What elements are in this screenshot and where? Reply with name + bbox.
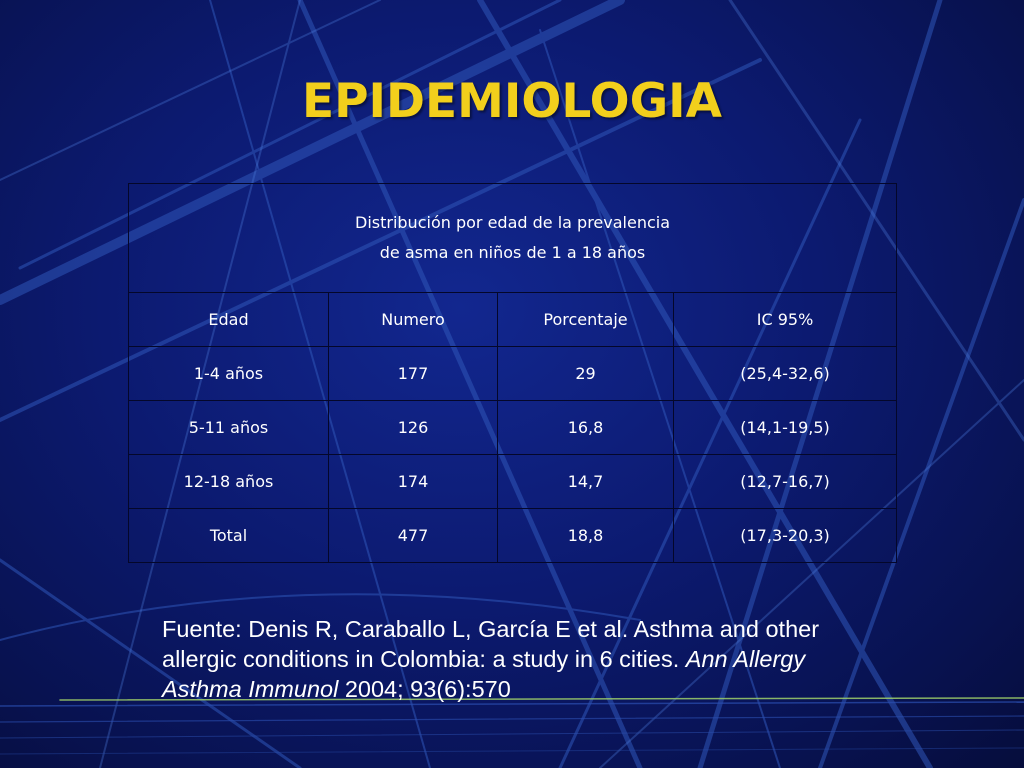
column-header-ic95: IC 95% [674, 293, 897, 347]
table-cell: 5-11 años [129, 401, 329, 455]
source-citation-text: Fuente: Denis R, Caraballo L, García E et al. Asthma and other allergic conditions in Colombia: a study in 6 cities. [162, 616, 820, 672]
table-caption-line-1: Distribución por edad de la prevalencia [355, 213, 671, 232]
table-cell: Total [129, 509, 329, 563]
table-header-row [129, 293, 897, 347]
table-cell: (17,3-20,3) [674, 509, 897, 563]
table-caption-line-2: de asma en niños de 1 a 18 años [379, 243, 646, 262]
table-caption [129, 184, 897, 293]
table-row [129, 347, 897, 401]
table-row [129, 455, 897, 509]
table-cell: 16,8 [498, 401, 674, 455]
table-cell: 29 [498, 347, 674, 401]
table-caption-row [129, 184, 897, 293]
table-cell: (12,7-16,7) [674, 455, 897, 509]
column-header-numero: Numero [329, 293, 498, 347]
source-journal-name: Ann Allergy Asthma Immunol [162, 646, 806, 702]
table-cell: (25,4-32,6) [674, 347, 897, 401]
table-cell: 477 [329, 509, 498, 563]
table-cell: 12-18 años [129, 455, 329, 509]
table-cell: 177 [329, 347, 498, 401]
table-row [129, 401, 897, 455]
slide-title: EPIDEMIOLOGIA [301, 74, 723, 129]
source-citation-details: 2004; 93(6):570 [338, 676, 511, 702]
column-header-porcentaje: Porcentaje [498, 293, 674, 347]
table-cell: 1-4 años [129, 347, 329, 401]
table-cell: 14,7 [498, 455, 674, 509]
source-citation [162, 614, 882, 704]
prevalence-table [128, 183, 897, 563]
table-cell: 18,8 [498, 509, 674, 563]
table-cell: 174 [329, 455, 498, 509]
table-row-total [129, 509, 897, 563]
table-cell: (14,1-19,5) [674, 401, 897, 455]
column-header-edad: Edad [129, 293, 329, 347]
table-cell: 126 [329, 401, 498, 455]
